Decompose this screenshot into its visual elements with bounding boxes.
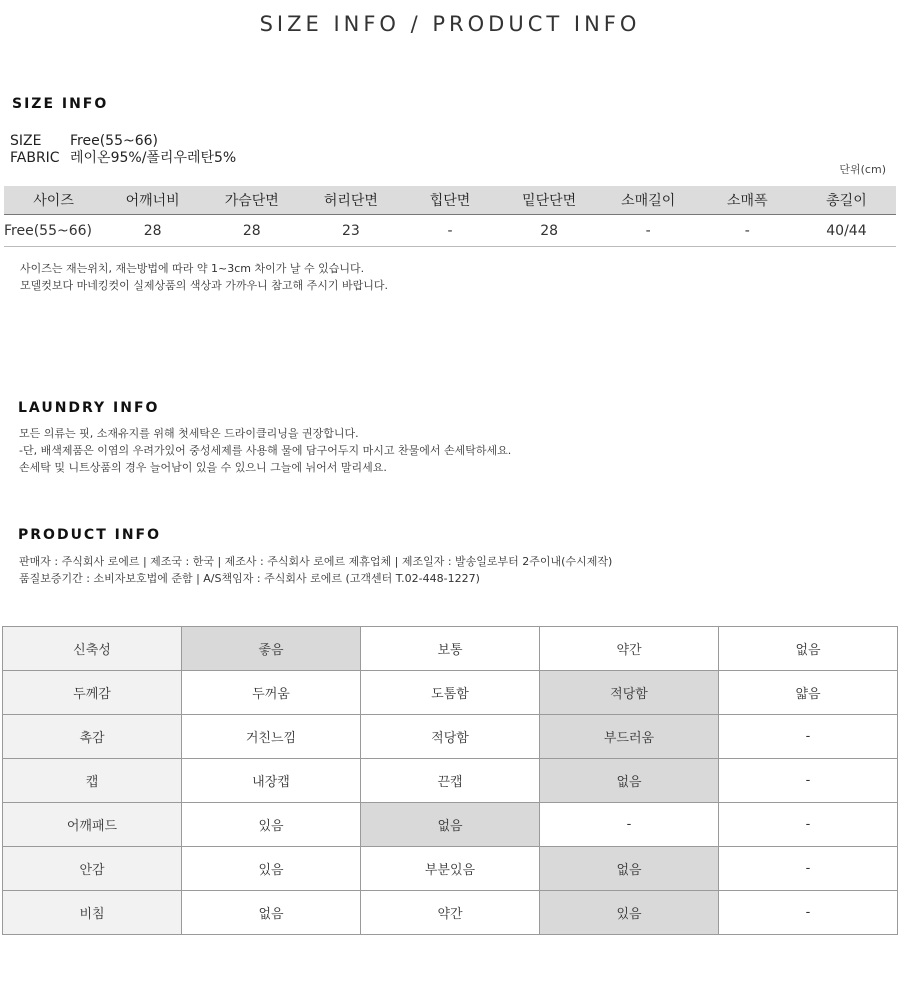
header-cell: 가슴단면 <box>202 186 301 215</box>
detail-option: 두꺼움 <box>182 671 361 715</box>
detail-row <box>3 759 898 803</box>
laundry-line: 손세탁 및 니트상품의 경우 늘어남이 있을 수 있으니 그늘에 뉘어서 말리세요. <box>19 461 387 474</box>
detail-option: 도톰함 <box>361 671 540 715</box>
detail-option: 적당함 <box>540 671 719 715</box>
table-cell: 28 <box>202 215 301 247</box>
size-notes <box>20 260 388 294</box>
detail-row <box>3 671 898 715</box>
detail-row-label: 촉감 <box>3 715 182 759</box>
table-cell: Free(55~66) <box>4 215 103 247</box>
table-cell: - <box>698 215 797 247</box>
detail-row <box>3 891 898 935</box>
detail-option: 없음 <box>540 847 719 891</box>
laundry-line: -단, 배색제품은 이염의 우려가있어 중성세제를 사용해 물에 담구어두지 마시고 찬물에서 손세탁하세요. <box>19 444 512 457</box>
detail-option: 있음 <box>182 803 361 847</box>
product-line: 품질보증기간 : 소비자보호법에 준함 | A/S책임자 : 주식회사 로에르 (고객센터 T.02-448-1227) <box>19 572 480 585</box>
size-table <box>4 186 896 247</box>
detail-row-label: 캡 <box>3 759 182 803</box>
detail-option: - <box>719 891 898 935</box>
fabric-label: FABRIC <box>10 150 60 166</box>
detail-option: 없음 <box>540 759 719 803</box>
table-cell: - <box>599 215 698 247</box>
table-cell: 28 <box>103 215 202 247</box>
detail-option: 얇음 <box>719 671 898 715</box>
table-row <box>4 215 896 247</box>
detail-option: 부드러움 <box>540 715 719 759</box>
detail-option: 없음 <box>361 803 540 847</box>
laundry-line: 모든 의류는 핏, 소재유지를 위해 첫세탁은 드라이클리닝을 권장합니다. <box>19 427 359 440</box>
detail-option: 보통 <box>361 627 540 671</box>
size-note-line: 모델컷보다 마네킹컷이 실제상품의 색상과 가까우니 참고해 주시기 바랍니다. <box>20 279 389 292</box>
table-cell: 40/44 <box>797 215 896 247</box>
detail-option: 적당함 <box>361 715 540 759</box>
detail-option: 끈캡 <box>361 759 540 803</box>
detail-option: 있음 <box>540 891 719 935</box>
detail-option: - <box>719 803 898 847</box>
detail-option: 약간 <box>361 891 540 935</box>
table-cell: 23 <box>301 215 400 247</box>
detail-row <box>3 847 898 891</box>
unit-label: 단위(cm) <box>839 163 886 176</box>
header-cell: 어깨너비 <box>103 186 202 215</box>
fabric-spec <box>10 150 236 167</box>
header-cell: 총길이 <box>797 186 896 215</box>
header-cell: 힙단면 <box>400 186 499 215</box>
product-info-title: PRODUCT INFO <box>18 527 162 543</box>
detail-option: 부분있음 <box>361 847 540 891</box>
size-info-title: SIZE INFO <box>12 96 109 112</box>
detail-row-label: 두께감 <box>3 671 182 715</box>
product-detail-grid <box>2 626 898 935</box>
size-table-header-row <box>4 186 896 215</box>
detail-option: 약간 <box>540 627 719 671</box>
size-label: SIZE <box>10 133 42 149</box>
detail-option: 없음 <box>719 627 898 671</box>
product-line: 판매자 : 주식회사 로에르 | 제조국 : 한국 | 제조사 : 주식회사 로에르 제휴업체 | 제조일자 : 발송일로부터 2주이내(수시제작) <box>19 555 613 568</box>
laundry-notes <box>19 425 511 476</box>
detail-option: 거친느낌 <box>182 715 361 759</box>
header-cell: 소매길이 <box>599 186 698 215</box>
detail-row-label: 어깨패드 <box>3 803 182 847</box>
detail-option: 없음 <box>182 891 361 935</box>
detail-option: - <box>719 847 898 891</box>
detail-option: - <box>719 759 898 803</box>
detail-option: 내장캡 <box>182 759 361 803</box>
page-title: SIZE INFO / PRODUCT INFO <box>259 12 641 36</box>
size-spec <box>10 133 158 150</box>
detail-row-label: 안감 <box>3 847 182 891</box>
table-cell: - <box>400 215 499 247</box>
detail-option: 좋음 <box>182 627 361 671</box>
header-cell: 소매폭 <box>698 186 797 215</box>
detail-row <box>3 627 898 671</box>
detail-row <box>3 715 898 759</box>
detail-row <box>3 803 898 847</box>
detail-row-label: 비침 <box>3 891 182 935</box>
header-cell: 사이즈 <box>4 186 103 215</box>
detail-option: - <box>540 803 719 847</box>
laundry-info-title: LAUNDRY INFO <box>18 400 160 416</box>
detail-option: - <box>719 715 898 759</box>
size-note-line: 사이즈는 재는위치, 재는방법에 따라 약 1~3cm 차이가 날 수 있습니다. <box>20 262 365 275</box>
header-cell: 밑단단면 <box>500 186 599 215</box>
product-notes <box>19 553 612 587</box>
fabric-value: 레이온95%/폴리우레탄5% <box>70 150 237 166</box>
table-cell: 28 <box>500 215 599 247</box>
header-cell: 허리단면 <box>301 186 400 215</box>
detail-row-label: 신축성 <box>3 627 182 671</box>
detail-option: 있음 <box>182 847 361 891</box>
size-value: Free(55~66) <box>70 133 158 149</box>
